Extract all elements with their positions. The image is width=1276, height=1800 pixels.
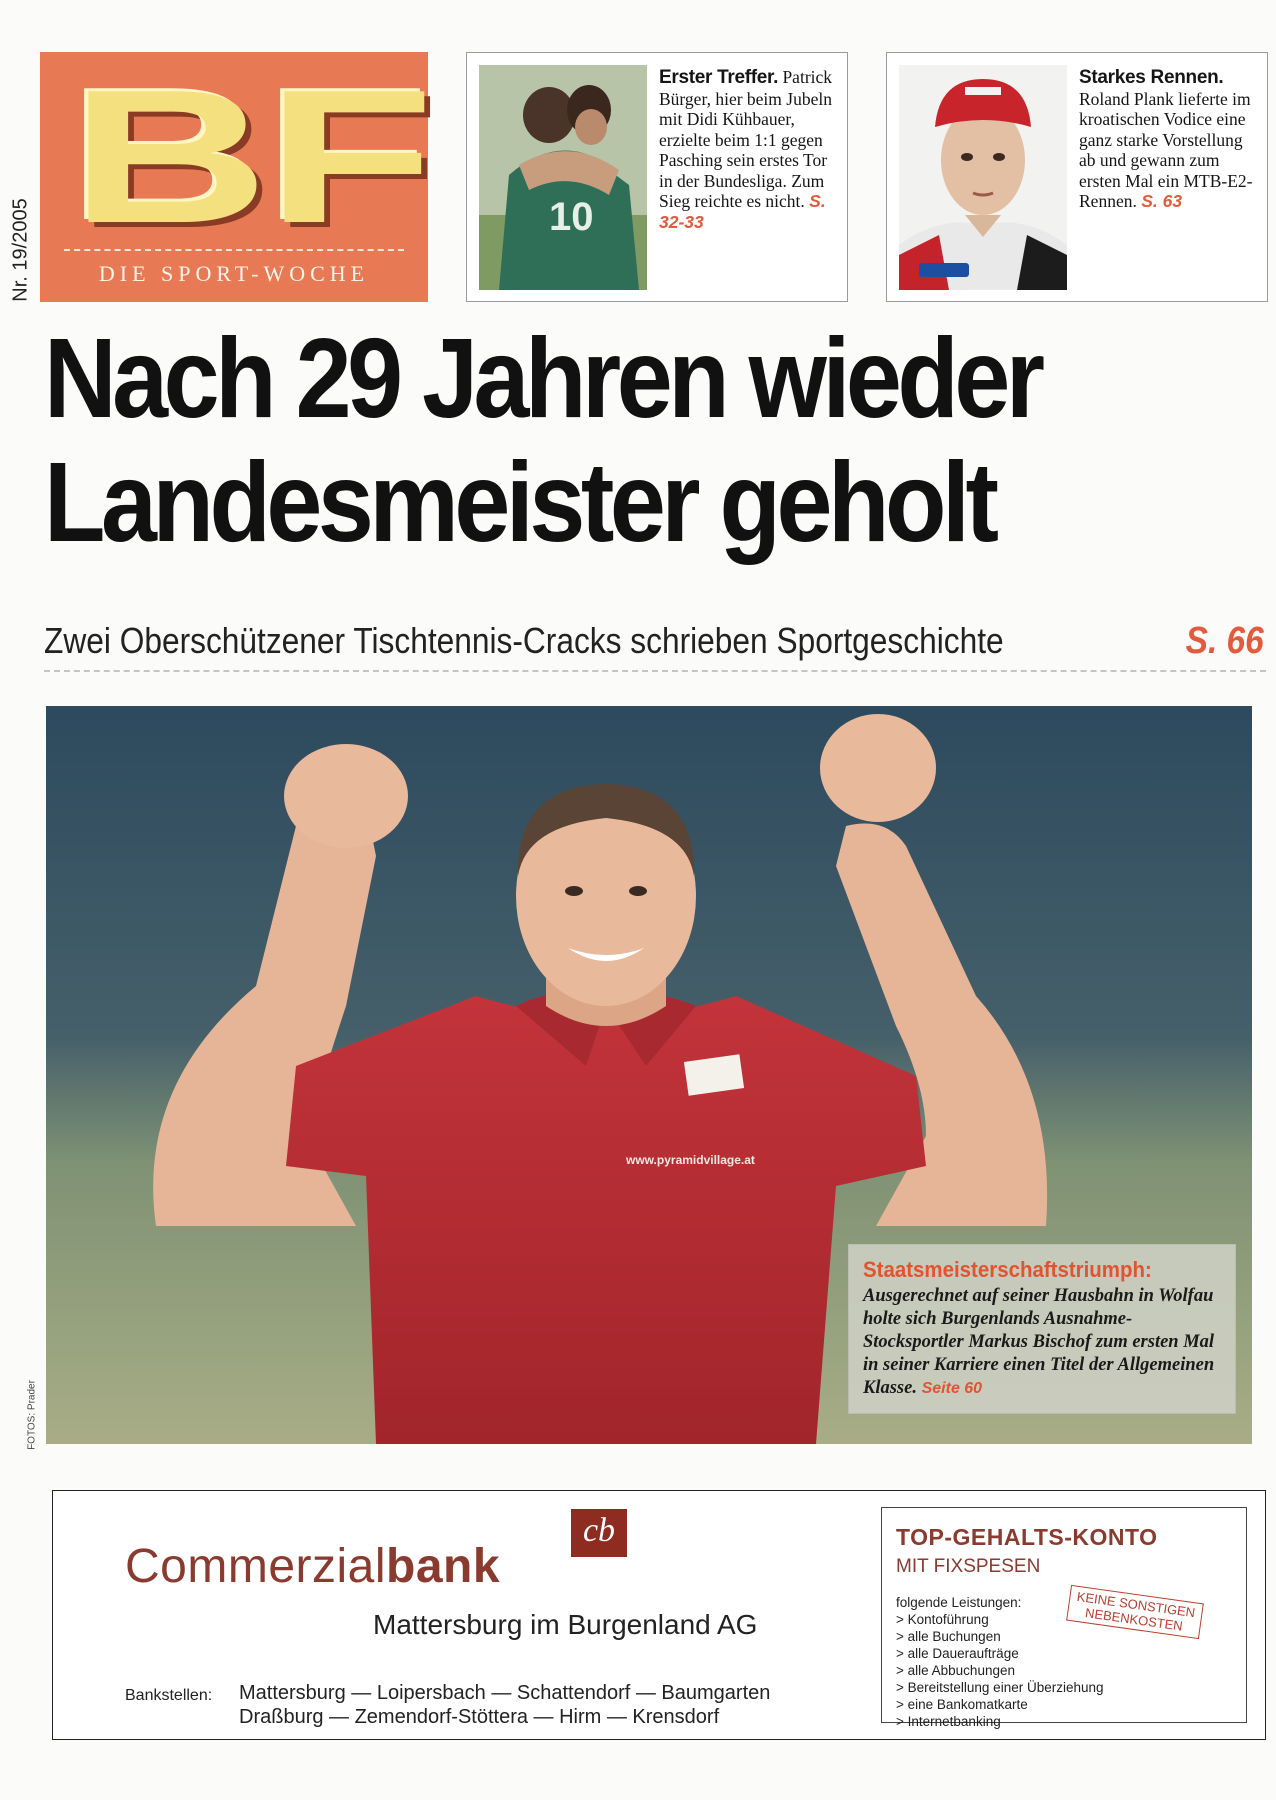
logo-letters: BF [70,51,432,263]
headline-line-1: Nach 29 Jahren wieder [44,315,1041,441]
bank-advertisement[interactable] [52,1490,1266,1740]
account-offer-box [881,1507,1247,1729]
main-headline [44,316,1130,564]
teaser-cycling[interactable] [886,52,1268,302]
services-list: folgende Leistungen: > Kontoführung > alle Buchungen > alle Daueraufträge > alle Abbuchungen > Bereitstellung einer Überziehung > eine Bankomatkarte > Internetbanking [896,1595,1104,1729]
branches-list: Mattersburg — Loipersbach — Schattendorf — Baumgarten Draßburg — Zemendorf-Stöttera — Hirm — Krensdorf [239,1682,771,1728]
service-item: > alle Daueraufträge [896,1646,1019,1661]
service-item: > Bereitstellung einer Überziehung [896,1680,1104,1695]
logo-rule [64,249,404,251]
bank-subtitle: Mattersburg im Burgenland AG [373,1609,758,1640]
no-extra-costs-stamp: KEINE SONSTIGEN NEBENKOSTEN [1066,1585,1204,1639]
service-item: > alle Abbuchungen [896,1663,1015,1678]
service-item: > alle Buchungen [896,1629,1001,1644]
service-item: > Internetbanking [896,1714,1001,1729]
divider [44,670,1266,672]
teaser-cycling-ref[interactable]: S. 63 [1141,191,1183,211]
cyclist-photo [899,65,1067,290]
teaser-cycling-head: Starkes Rennen. [1079,67,1224,88]
service-item: > eine Bankomatkarte [896,1697,1028,1712]
caption-ref[interactable]: Seite 60 [921,1380,983,1397]
issue-number: Nr. 19/2005 [9,198,32,302]
caption-body: Ausgerechnet auf seiner Hausbahn in Wolfau holte sich Burgenlands Ausnahme-Stocksportler Markus Bischof zum ersten Mal in seiner Karriere einen Titel der Allgemeinen Klasse. Seite 60 [863,1286,1215,1398]
offer-title: TOP-GEHALTS-KONTO [896,1524,1158,1550]
teaser-football[interactable] [466,52,848,302]
subline [44,620,1264,666]
headline-line-2: Landesmeister geholt [44,439,995,565]
subline-ref[interactable]: S. 66 [1185,620,1264,662]
photo-credit: FOTOS: Prader [26,1380,38,1450]
teaser-cycling-body: Roland Plank lieferte im kroatischen Vodice eine ganz starke Vorstellung ab und gewann zum ersten Mal ein MTB-E2-Rennen. [1079,88,1253,211]
bank-brand: Commerzialbank [125,1540,501,1593]
teaser-football-body: Patrick Bürger, hier beim Jubeln mit Didi Kühbauer, erzielte beim 1:1 gegen Pasching sein erstes Tor in der Bundesliga. Zum Sieg reichte es nicht. [659,67,833,211]
offer-subtitle: MIT FIXSPESEN [896,1556,1041,1577]
photo-caption [848,1244,1236,1414]
svg-text:10: 10 [549,195,594,239]
svg-text:www.pyramidvillage.at: www.pyramidvillage.at [626,1153,755,1167]
teaser-cycling-text [1079,67,1257,212]
bank-logo-mark: cb [571,1509,627,1557]
subline-text: Zwei Oberschützener Tischtennis-Cracks schrieben Sportgeschichte [44,620,1004,661]
football-photo [479,65,647,290]
branches-label: Bankstellen: [125,1687,213,1704]
logo-tagline: DIE SPORT-WOCHE [98,261,370,286]
service-item: > Kontoführung [896,1612,989,1627]
masthead-logo [40,51,432,302]
teaser-football-text [659,67,837,232]
teaser-football-head: Erster Treffer. [659,67,779,88]
teaser-football-ref[interactable]: S. 32-33 [659,191,826,232]
caption-head: Staatsmeisterschaftstriumph: [863,1257,1152,1282]
